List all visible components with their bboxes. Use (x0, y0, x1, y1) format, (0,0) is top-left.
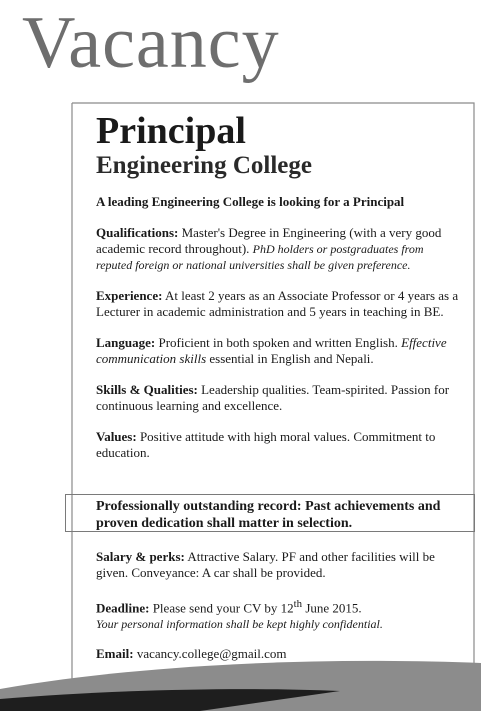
salary-text: Attractive Salary. PF and other facilities will be given. Conveyance: A car shall be provided. (96, 549, 435, 580)
email-label: Email: (96, 646, 134, 662)
salary-section (96, 549, 461, 581)
skills-text: Leadership qualities. Team-spirited. Passion for continuous learning and excellence. (96, 381, 450, 413)
deadline-text-after: June 2015. (305, 600, 362, 616)
deadline-superscript: th (293, 598, 303, 610)
language-text: Proficient in both spoken and written English. (158, 334, 398, 350)
values-label: Values: (96, 428, 137, 444)
job-subtitle: Engineering College (96, 152, 312, 179)
experience-label: Experience: (96, 287, 163, 303)
language-label: Language: (96, 334, 156, 350)
experience-section (96, 288, 461, 320)
salary-label: Salary & perks: (96, 549, 185, 564)
values-section (96, 429, 461, 461)
lead-line: A leading Engineering College is looking for a Principal (96, 193, 405, 209)
values-text: Positive attitude with high moral values. Commitment to education. (96, 428, 436, 460)
decorative-swoosh (0, 651, 481, 711)
skills-label: Skills & Qualities: (96, 381, 198, 397)
deadline-section (96, 596, 461, 632)
qualifications-label: Qualifications: (96, 224, 179, 240)
qualifications-text: Master's Degree in Engineering (with a very good academic record throughout). (96, 224, 442, 256)
experience-text: At least 2 years as an Associate Professor or 4 years as a Lecturer in academic administration and 5 years in teaching in BE. (96, 287, 459, 319)
skills-section (96, 382, 461, 414)
highlight-text: Professionally outstanding record: Past achievements and proven dedication shall matter in selection. (96, 499, 441, 531)
deadline-text: Please send your CV by 12 (152, 600, 294, 616)
job-title: Principal (96, 110, 246, 152)
language-text2: essential in English and Nepali. (209, 350, 374, 366)
deadline-note: Your personal information shall be kept highly confidential. (96, 617, 383, 632)
language-section (96, 335, 461, 367)
lower-content (96, 549, 461, 662)
email-address[interactable]: vacancy.college@gmail.com (136, 646, 287, 662)
qualifications-note: PhD holders or postgraduates from reputed foreign or national universities shall be given preference. (96, 241, 424, 272)
language-emphasis: Effective communication skills (96, 334, 447, 366)
vacancy-heading: Vacancy (22, 2, 280, 84)
deadline-label: Deadline: (96, 600, 150, 616)
main-content (96, 112, 461, 461)
qualifications-section (96, 225, 461, 273)
